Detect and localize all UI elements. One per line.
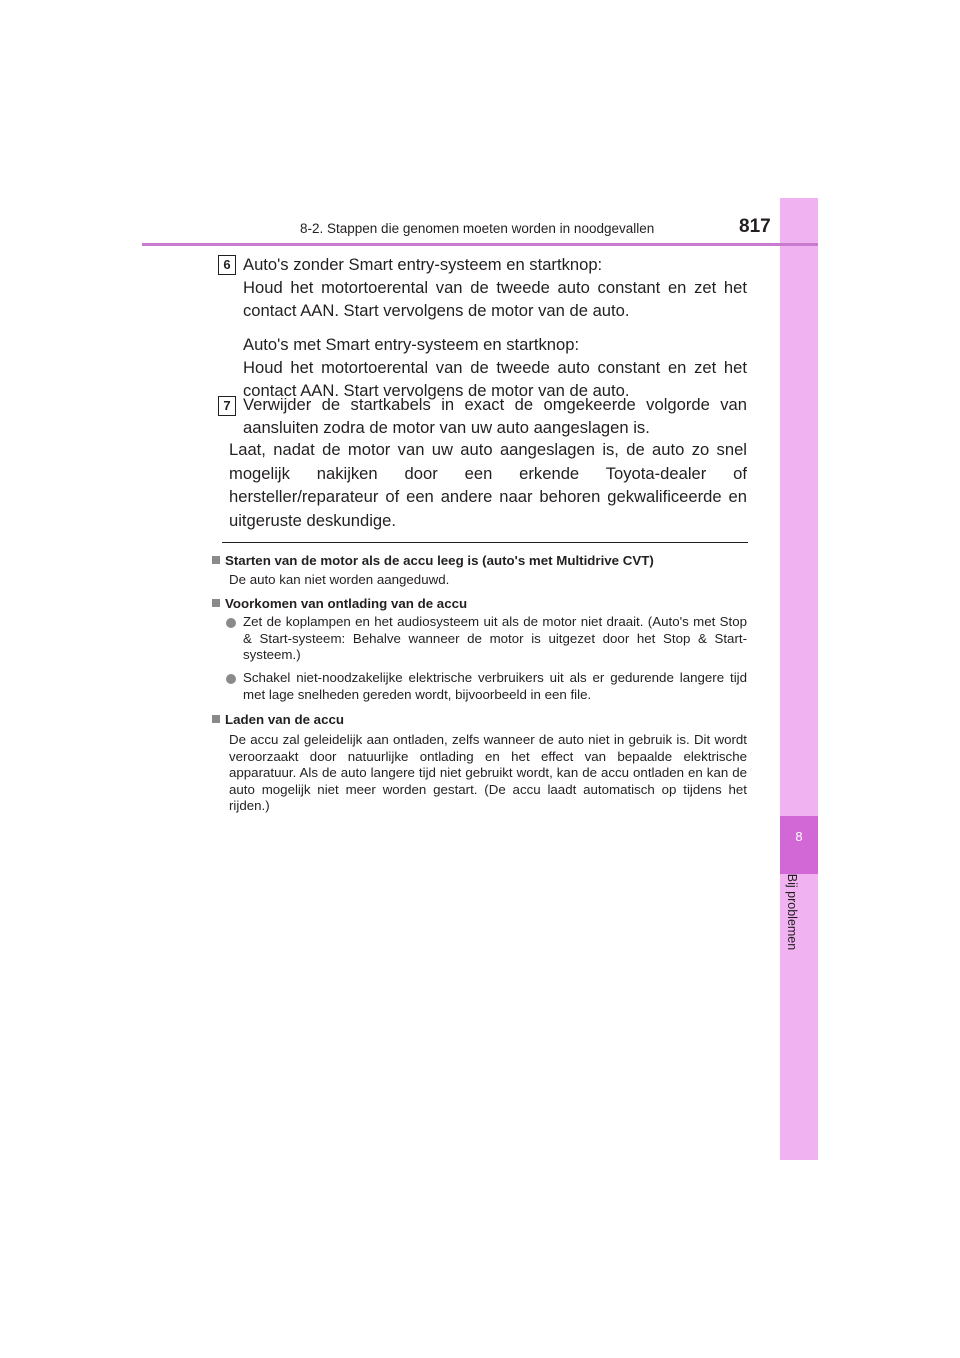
chapter-title: Bij problemen [785, 873, 799, 951]
note-title-2: Voorkomen van ontlading van de accu [212, 596, 752, 613]
note-text-1: De auto kan niet worden aangeduwd. [229, 572, 450, 587]
note-title-1: Starten van de motor als de accu leeg is (auto's met Multidrive CVT) [212, 553, 752, 570]
circle-bullet-icon [226, 674, 236, 684]
closing-paragraph: Laat, nadat de motor van uw auto aangeslagen is, de auto zo snel mogelijk nakijken door een erkende Toyota-dealer of hersteller/reparateur of een andere naar behoren gekwalificeerde en uitgeruste deskundige. [229, 440, 747, 530]
step-7-text: Verwijder de startkabels in exact de omgekeerde volgorde van aansluiten zodra de motor van uw auto aangeslagen is. [243, 395, 747, 437]
section-title: 8-2. Stappen die genomen moeten worden in noodgevallen [300, 221, 655, 236]
square-bullet-icon [212, 599, 220, 607]
step-6-content [243, 253, 747, 402]
circle-bullet-icon [226, 618, 236, 628]
step-6-heading-with-smart-entry: Auto's met Smart entry-systeem en startknop: [243, 335, 580, 354]
page-number: 817 [739, 216, 771, 237]
note-2-bullet-2: Schakel niet-noodzakelijke elektrische verbruikers uit als er gedurende langere tijd met lage snelheden gereden wordt, bijvoorbeeld in een file. [243, 670, 747, 702]
step-6-text-without-smart-entry: Houd het motortoerental van de tweede auto constant en zet het contact AAN. Start vervolgens de motor van de auto. [243, 278, 747, 320]
note-text-3: De accu zal geleidelijk aan ontladen, zelfs wanneer de auto niet in gebruik is. Dit wordt veroorzaakt door natuurlijke ontlading en het effect van bepaalde elektrische apparatuur. Als de auto langere tijd niet gebruikt wordt, kan de accu ontladen en kan de auto mogelijk niet meer worden gestart. (De accu laadt automatisch op tijdens het rijden.) [229, 732, 747, 814]
step-6-text-with-smart-entry: Houd het motortoerental van de tweede auto constant en zet het contact AAN. Start vervolgens de motor van de auto. [243, 358, 747, 400]
step-number-7: 7 [218, 396, 236, 416]
square-bullet-icon [212, 556, 220, 564]
step-number-6: 6 [218, 255, 236, 275]
square-bullet-icon [212, 715, 220, 723]
note-title-3: Laden van de accu [212, 712, 752, 729]
chapter-side-tab [780, 198, 818, 1160]
step-6-heading-without-smart-entry: Auto's zonder Smart entry-systeem en startknop: [243, 255, 603, 274]
section-divider [222, 542, 748, 543]
header-rule [142, 243, 818, 246]
note-2-bullet-1: Zet de koplampen en het audiosysteem uit als de motor niet draait. (Auto's met Stop & Start-systeem: Behalve wanneer de motor is uitgezet door het Stop & Start-systeem.) [243, 614, 747, 663]
chapter-number: 8 [795, 829, 803, 844]
